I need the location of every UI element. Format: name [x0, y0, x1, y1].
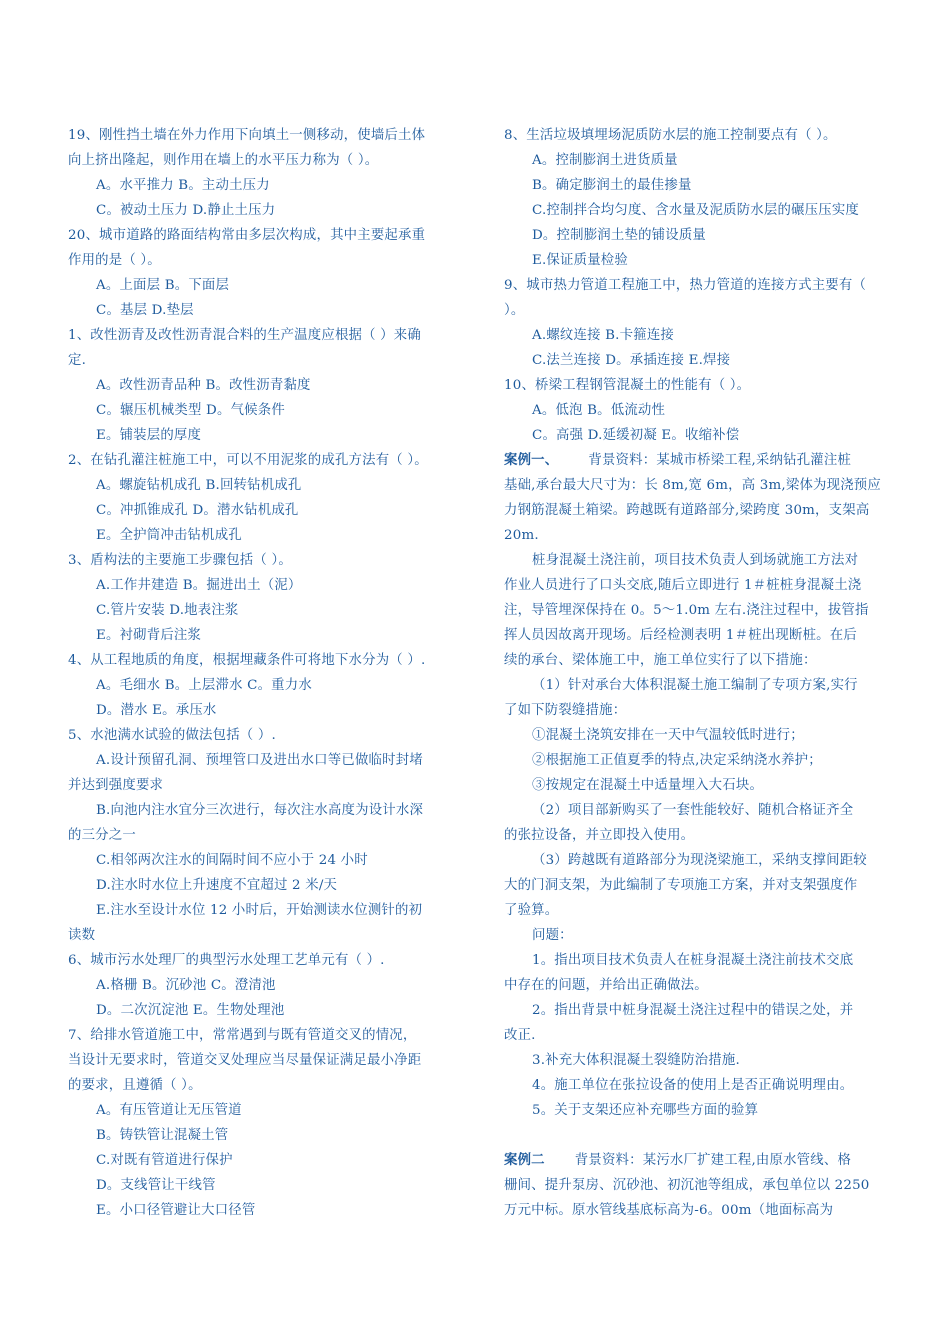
- question-9-line-1: 9、城市热力管道工程施工中，热力管道的连接方式主要有（: [504, 278, 867, 293]
- question-3-line-1: 3、盾构法的主要施工步骤包括（ ）。: [68, 553, 292, 568]
- question-9-options-ab: A.螺纹连接 B.卡箍连接: [532, 328, 675, 343]
- question-10-line-1: 10、桥梁工程钢管混凝土的性能有（ ）。: [504, 378, 751, 393]
- question-8-option-b: B。确定膨润土的最佳掺量: [532, 178, 692, 193]
- question-3-options-cd: C.管片安装 D.地表注浆: [96, 603, 239, 618]
- question-20-line-1: 20、城市道路的路面结构常由多层次构成，其中主要起承重: [68, 228, 426, 243]
- question-3-option-e: E。衬砌背后注浆: [96, 628, 202, 643]
- case-1-line-2: 基础,承台最大尺寸为：长 8m,宽 6m，高 3m,梁体为现浇预应: [504, 478, 881, 493]
- question-3-options-ab: A.工作井建造 B。掘进出土（泥）: [96, 578, 302, 593]
- case-1-crack-measure-1: ①混凝土浇筑安排在一天中气温较低时进行；: [532, 728, 804, 743]
- question-5-option-a-line-1: A.设计预留孔洞、预埋管口及进出水口等已做临时封堵: [96, 753, 423, 768]
- question-1-line-2: 定.: [68, 353, 87, 368]
- case-1-line-5: 桩身混凝土浇注前，项目技术负责人到场就施工方法对: [532, 553, 859, 568]
- case-1-crack-measure-3: ③按规定在混凝土中适量埋入大石块。: [532, 778, 764, 793]
- question-5-option-e-line-2: 读数: [68, 928, 96, 943]
- case-2-line-1: 背景资料：某污水厂扩建工程,由原水管线、格: [574, 1153, 852, 1168]
- case-1-question-2-line-2: 改正.: [504, 1028, 536, 1043]
- question-9-line-2: ）。: [504, 303, 525, 318]
- question-8-option-c: C.控制拌合均匀度、含水量及泥质防水层的碾压压实度: [532, 203, 860, 218]
- case-1-question-4: 4。施工单位在张拉设备的使用上是否正确说明理由。: [532, 1078, 854, 1093]
- case-1-question-3: 3.补充大体积混凝土裂缝防治措施.: [532, 1053, 740, 1068]
- question-19-line-2: 向上挤出隆起，则作用在墙上的水平压力称为（ ）。: [68, 153, 379, 168]
- case-1-questions-heading: 问题：: [532, 928, 573, 943]
- question-8-option-d: D。控制膨润土垫的铺设质量: [532, 228, 707, 243]
- question-7-option-a: A。有压管道让无压管道: [96, 1103, 242, 1118]
- question-8-line-1: 8、生活垃圾填埋场泥质防水层的施工控制要点有（ ）。: [504, 128, 837, 143]
- question-19-line-1: 19、刚性挡土墙在外力作用下向填土一侧移动，使墙后土体: [68, 128, 426, 143]
- question-4-options-de: D。潜水 E。承压水: [96, 703, 217, 718]
- question-1-options-cd: C。辗压机械类型 D。气候条件: [96, 403, 285, 418]
- case-1-measure-2-line-2: 的张拉设备，并立即投入使用。: [504, 828, 695, 843]
- question-20-options-ab: A。上面层 B。下面层: [96, 278, 230, 293]
- case-1-line-8: 挥人员因故离开现场。后经检测表明 1＃桩出现断桩。在后: [504, 628, 857, 643]
- question-19-options-cd: C。被动土压力 D.静止土压力: [96, 203, 276, 218]
- case-1-line-7: 注，导管埋深保持在 0。5～1.0m 左右.浇注过程中，拔管指: [504, 603, 869, 618]
- question-5-option-b-line-1: B.向池内注水宜分三次进行，每次注水高度为设计水深: [96, 803, 424, 818]
- question-6-line-1: 6、城市污水处理厂的典型污水处理工艺单元有（ ）.: [68, 953, 385, 968]
- case-2-intro: [504, 1148, 884, 1173]
- question-4-line-1: 4、从工程地质的角度，根据埋藏条件可将地下水分为（ ）.: [68, 653, 426, 668]
- question-6-options-de: D。二次沉淀池 E。生物处理池: [96, 1003, 285, 1018]
- question-19-options-ab: A。水平推力 B。主动土压力: [96, 178, 270, 193]
- question-20-options-cd: C。基层 D.垫层: [96, 303, 194, 318]
- question-2-line-1: 2、在钻孔灌注桩施工中，可以不用泥浆的成孔方法有（ ）。: [68, 453, 428, 468]
- question-2-options-cd: C。冲抓锥成孔 D。潜水钻机成孔: [96, 503, 299, 518]
- question-5-line-1: 5、水池满水试验的做法包括（ ）.: [68, 728, 276, 743]
- question-1-option-e: E。铺装层的厚度: [96, 428, 202, 443]
- case-1-crack-measure-2: ②根据施工正值夏季的特点,决定采纳浇水养护；: [532, 753, 822, 768]
- question-2-option-e: E。全护筒冲击钻机成孔: [96, 528, 242, 543]
- case-1-line-4: 20m.: [504, 528, 539, 543]
- question-1-options-ab: A。改性沥青品种 B。改性沥青黏度: [96, 378, 311, 393]
- question-10-options-ab: A。低泡 B。低流动性: [532, 403, 666, 418]
- question-1-line-1: 1、改性沥青及改性沥青混合料的生产温度应根据（ ）来确: [68, 328, 421, 343]
- question-7-line-3: 的要求，且遵循（ ）。: [68, 1078, 202, 1093]
- case-1-line-9: 续的承台、梁体施工中，施工单位实行了以下措施：: [504, 653, 817, 668]
- section-spacer: [504, 1123, 884, 1148]
- case-1-measure-2-line-1: （2）项目部新购买了一套性能较好、随机合格证齐全: [532, 803, 854, 818]
- left-column: [68, 123, 448, 1223]
- question-7-option-b: B。铸铁管让混凝土管: [96, 1128, 229, 1143]
- right-column: [504, 123, 884, 1223]
- case-1-measure-1-line-1: （1）针对承台大体积混凝土施工编制了专项方案,实行: [532, 678, 858, 693]
- case-1-question-1-line-1: 1。指出项目技术负责人在桩身混凝土浇注前技术交底: [532, 953, 854, 968]
- case-1-line-6: 作业人员进行了口头交底,随后立即进行 1＃桩桩身混凝土浇: [504, 578, 862, 593]
- question-4-options-abc: A。毛细水 B。上层滞水 C。重力水: [96, 678, 312, 693]
- question-5-option-b-line-2: 的三分之一: [68, 828, 136, 843]
- question-10-options-cde: C。高强 D.延缓初凝 E。收缩补偿: [532, 428, 740, 443]
- case-2-heading: 案例二: [504, 1152, 545, 1168]
- case-1-measure-3-line-1: （3）跨越既有道路部分为现浇梁施工，采纳支撑间距较: [532, 853, 867, 868]
- question-5-option-c: C.相邻两次注水的间隔时间不应小于 24 小时: [96, 853, 368, 868]
- question-20-line-2: 作用的是（ ）。: [68, 253, 161, 268]
- case-1-measure-3-line-3: 了验算。: [504, 903, 559, 918]
- case-1-question-2-line-1: 2。指出背景中桩身混凝土浇注过程中的错误之处，并: [532, 1003, 854, 1018]
- question-9-options-cde: C.法兰连接 D。承插连接 E.焊接: [532, 353, 731, 368]
- question-8-option-e: E.保证质量检验: [532, 253, 628, 268]
- question-5-option-e-line-1: E.注水至设计水位 12 小时后，开始测读水位测针的初: [96, 903, 423, 918]
- case-1-question-5: 5。关于支架还应补充哪些方面的验算: [532, 1103, 759, 1118]
- question-5-option-a-line-2: 并达到强度要求: [68, 778, 164, 793]
- question-8-option-a: A。控制膨润土进货质量: [532, 153, 678, 168]
- question-7-option-d: D。支线管让干线管: [96, 1178, 216, 1193]
- question-7-line-2: 当设计无要求时，管道交叉处理应当尽量保证满足最小净距: [68, 1053, 422, 1068]
- question-2-options-ab: A。螺旋钻机成孔 B.回转钻机成孔: [96, 478, 302, 493]
- question-5-option-d: D.注水时水位上升速度不宜超过 2 米/天: [96, 878, 338, 893]
- case-1-heading: 案例一、: [504, 452, 559, 468]
- case-1-measure-3-line-2: 大的门洞支架，为此编制了专项施工方案，并对支架强度作: [504, 878, 858, 893]
- question-6-options-abc: A.格栅 B。沉砂池 C。澄清池: [96, 978, 276, 993]
- case-1-intro: [504, 448, 884, 473]
- case-2-line-3: 万元中标。原水管线基底标高为-6。00m（地面标高为: [504, 1203, 834, 1218]
- case-1-line-3: 力钢筋混凝土箱梁。跨越既有道路部分,梁跨度 30m，支架高: [504, 503, 870, 518]
- question-7-option-e: E。小口径管避让大口径管: [96, 1203, 256, 1218]
- question-7-option-c: C.对既有管道进行保护: [96, 1153, 233, 1168]
- case-1-measure-1-line-2: 了如下防裂缝措施：: [504, 703, 627, 718]
- case-1-question-1-line-2: 中存在的问题，并给出正确做法。: [504, 978, 708, 993]
- question-7-line-1: 7、给排水管道施工中，常常遇到与既有管道交叉的情况，: [68, 1028, 417, 1043]
- case-1-line-1: 背景资料：某城市桥梁工程,采纳钻孔灌注桩: [588, 453, 852, 468]
- case-2-line-2: 栅间、提升泵房、沉砂池、初沉池等组成，承包单位以 2250: [504, 1178, 870, 1193]
